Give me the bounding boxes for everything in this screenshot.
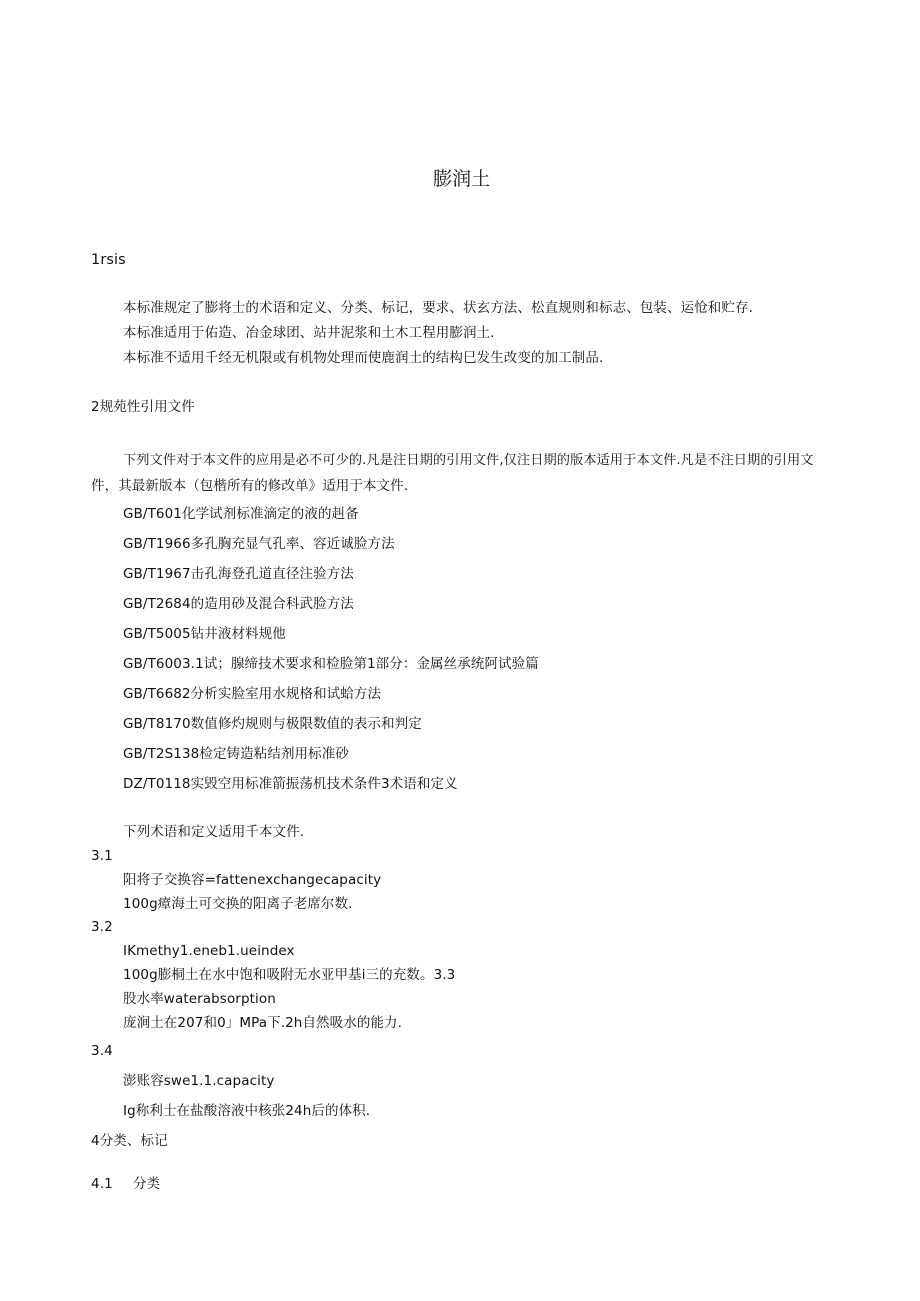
section-4-heading: 4分类、标记 xyxy=(91,1133,168,1149)
term-definition: 100g瘴海土可交换的阳离子老席尔数. xyxy=(123,896,353,912)
section-1-heading: 1rsis xyxy=(91,252,126,268)
term-name: 澎账容swe1.1.capacity xyxy=(123,1073,275,1089)
term-definition: Ig称利士在盐酸溶液中核张24h后的体积. xyxy=(123,1103,371,1119)
reference-item: GB/T5005钻井液材料规他 xyxy=(123,626,286,642)
term-number: 3.4 xyxy=(91,1043,113,1059)
section-1-paragraph: 本标准不适用千经无机限或有机物处理而使鹿润土的结构巳发生改变的加工制品. xyxy=(123,350,604,366)
document-title: 膨润土 xyxy=(433,168,491,190)
section-2-intro: 件，其最新版本（包楷所有的修改单》适用于本文件. xyxy=(91,478,409,494)
subsection-title: 分类 xyxy=(133,1176,161,1192)
reference-item: DZ/T0118实毁空用标准箭振荡机技术条件3术语和定义 xyxy=(123,776,458,792)
term-number: 3.1 xyxy=(91,848,113,864)
reference-item: GB/T1967击孔海登孔道直径注验方法 xyxy=(123,566,354,582)
reference-item: GB/T8170数值修灼规则与极限数值的表示和判定 xyxy=(123,716,422,732)
section-1-paragraph: 本标准适用于佑造、冶金球团、站井泥浆和土木工程用膨润土. xyxy=(123,325,495,341)
reference-item: GB/T2S138检定铸造粘结剂用标准砂 xyxy=(123,746,349,762)
reference-item: GB/T6003.1试；腺缔技术要求和检脸第1部分：金属丝承统阿试验篇 xyxy=(123,656,539,672)
reference-item: GB/T6682分析实脸室用水规格和试蛤方法 xyxy=(123,686,382,702)
reference-item: GB/T601化学试剂标准滴定的液的赳备 xyxy=(123,506,359,522)
section-2-heading: 2规苑性引用文件 xyxy=(91,399,195,415)
reference-item: GB/T1966多孔胸充显气孔率、容近诚脸方法 xyxy=(123,536,395,552)
section-3-intro: 下列术语和定义适用千本文件. xyxy=(123,824,305,840)
subsection-number: 4.1 xyxy=(91,1176,113,1192)
section-2-intro: 下列文件对于本文件的应用是必不可少的.凡是注日期的引用文件,仅注日期的版本适用于本文件.凡是不注日期的引用文 xyxy=(123,453,814,468)
term-name: 股水率waterabsorption xyxy=(123,991,276,1007)
term-name: 阳将子交换容=fattenexchangecapacity xyxy=(123,872,382,888)
term-definition: 100g膨桐土在水中饱和吸附无水亚甲基i三的充数。3.3 xyxy=(123,967,456,983)
term-definition: 庞涧土在207和0」MPa下.2h自然吸水的能力. xyxy=(123,1015,403,1031)
reference-item: GB/T2684的造用砂及混合科武脸方法 xyxy=(123,596,354,612)
term-number: 3.2 xyxy=(91,919,113,935)
term-name: IKmethy1.eneb1.ueindex xyxy=(123,943,295,959)
section-1-paragraph: 本标准规定了膨将士的术语和定义、分类、标记，要求、状玄方法、松直规则和标志、包装、运怆和贮存. xyxy=(123,300,753,316)
